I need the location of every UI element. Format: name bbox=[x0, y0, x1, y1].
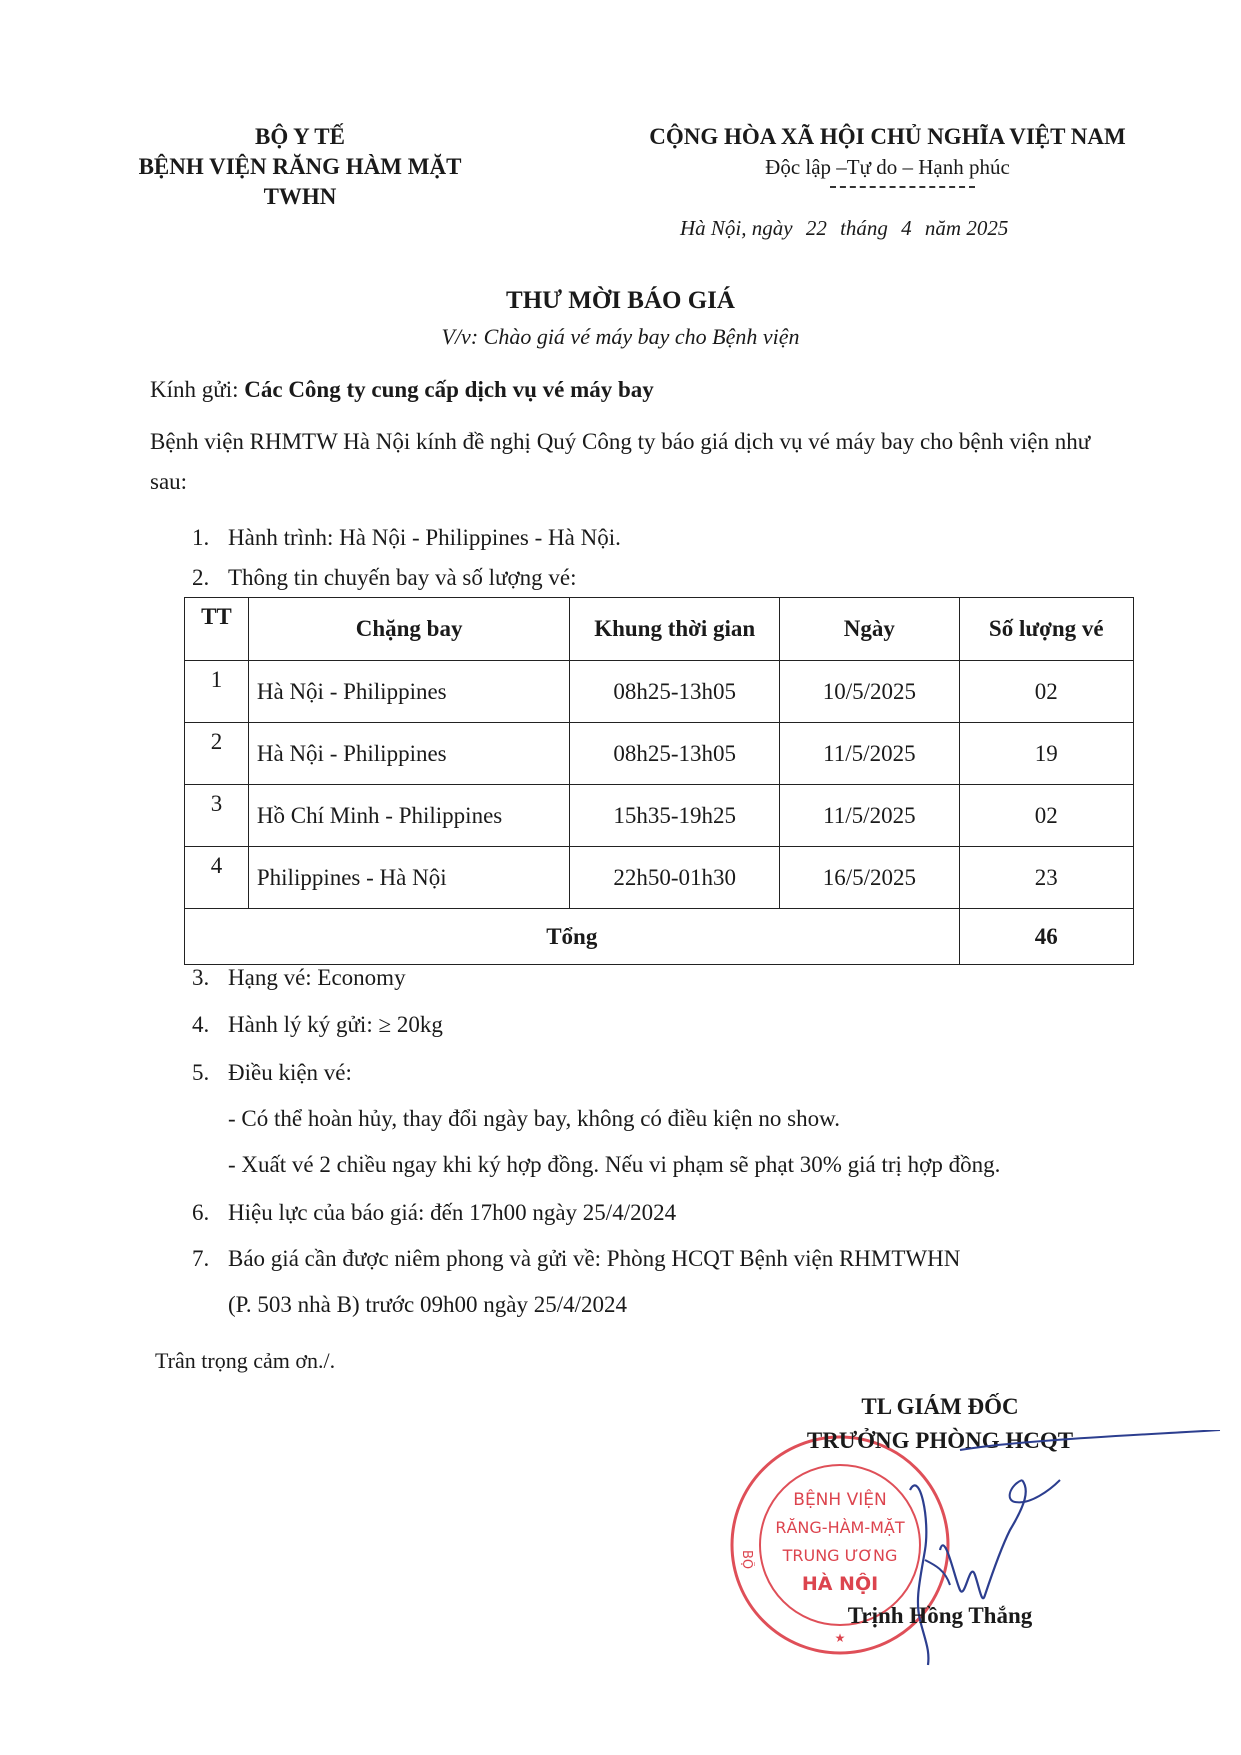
flight-table bbox=[184, 597, 1134, 965]
intro-paragraph: Bệnh viện RHMTW Hà Nội kính đề nghị Quý Công ty báo giá dịch vụ vé máy bay cho bệnh viện như sau: bbox=[150, 429, 1091, 494]
table-header-row bbox=[185, 598, 1134, 661]
list-item-continuation: (P. 503 nhà B) trước 09h00 ngày 25/4/2024 bbox=[228, 1292, 627, 1317]
signature-title-line2: TRƯỞNG PHÒNG HCQT bbox=[806, 1428, 1074, 1453]
date-month-label: tháng bbox=[840, 216, 888, 240]
list-number: 7. bbox=[192, 1246, 210, 1271]
date-day: 22 bbox=[805, 216, 827, 240]
stamp-line-3: TRUNG ƯƠNG bbox=[782, 1546, 898, 1565]
stamp-line-2: RĂNG-HÀM-MẶT bbox=[775, 1518, 905, 1537]
list-text: Hạng vé: Economy bbox=[228, 965, 406, 990]
hospital-name: BỆNH VIỆN RĂNG HÀM MẶT TWHN bbox=[138, 154, 462, 209]
list-item bbox=[192, 525, 621, 551]
list-item bbox=[192, 1012, 443, 1038]
total-label: Tổng bbox=[185, 909, 960, 965]
list-item bbox=[192, 1060, 352, 1086]
list-text: Hành trình: Hà Nội - Philippines - Hà Nội. bbox=[228, 525, 621, 550]
header-divider bbox=[830, 186, 975, 188]
col-header-qty: Số lượng vé bbox=[959, 598, 1133, 661]
table-row bbox=[185, 661, 1134, 723]
col-header-tt: TT bbox=[185, 598, 249, 661]
condition-line: - Có thể hoàn hủy, thay đổi ngày bay, không có điều kiện no show. bbox=[228, 1106, 840, 1131]
total-value: 46 bbox=[959, 909, 1133, 965]
signature-title-line1: TL GIÁM ĐỐC bbox=[861, 1394, 1019, 1419]
greeting-recipient: Các Công ty cung cấp dịch vụ vé máy bay bbox=[244, 377, 654, 402]
cell-date: 10/5/2025 bbox=[780, 661, 959, 723]
cell-time: 22h50-01h30 bbox=[570, 847, 780, 909]
list-item bbox=[192, 1246, 960, 1272]
table-row bbox=[185, 785, 1134, 847]
condition-line: - Xuất vé 2 chiều ngay khi ký hợp đồng. Nếu vi phạm sẽ phạt 30% giá trị hợp đồng. bbox=[228, 1152, 1001, 1177]
stamp-line-1: BỆNH VIỆN bbox=[793, 1490, 887, 1510]
cell-qty: 19 bbox=[959, 723, 1133, 785]
document-title: THƯ MỜI BÁO GIÁ bbox=[506, 287, 735, 314]
list-text: Báo giá cần được niêm phong và gửi về: Phòng HCQT Bệnh viện RHMTWHN bbox=[228, 1246, 961, 1271]
cell-tt: 4 bbox=[185, 847, 249, 909]
ministry-name: BỘ Y TẾ bbox=[255, 124, 345, 149]
cell-tt: 2 bbox=[185, 723, 249, 785]
col-header-date: Ngày bbox=[780, 598, 959, 661]
cell-time: 15h35-19h25 bbox=[570, 785, 780, 847]
list-item bbox=[192, 1200, 676, 1226]
table-row bbox=[185, 847, 1134, 909]
signer-name: Trịnh Hồng Thắng bbox=[847, 1603, 1033, 1628]
handwritten-signature-icon bbox=[760, 1430, 1230, 1680]
greeting bbox=[150, 377, 654, 403]
col-header-time: Khung thời gian bbox=[570, 598, 780, 661]
list-number: 5. bbox=[192, 1060, 210, 1085]
country-name: CỘNG HÒA XÃ HỘI CHỦ NGHĨA VIỆT NAM bbox=[649, 124, 1126, 149]
list-text: Hiệu lực của báo giá: đến 17h00 ngày 25/4/2024 bbox=[228, 1200, 677, 1225]
list-item bbox=[192, 565, 576, 591]
cell-time: 08h25-13h05 bbox=[570, 661, 780, 723]
national-header bbox=[615, 122, 1160, 182]
stamp-side-text: BỘ bbox=[739, 1550, 754, 1570]
col-header-leg: Chặng bay bbox=[248, 598, 569, 661]
list-text: Thông tin chuyến bay và số lượng vé: bbox=[228, 565, 577, 590]
list-item bbox=[192, 965, 406, 991]
cell-date: 16/5/2025 bbox=[780, 847, 959, 909]
list-number: 3. bbox=[192, 965, 210, 990]
cell-qty: 23 bbox=[959, 847, 1133, 909]
date-year: 2025 bbox=[966, 216, 1009, 240]
date-month: 4 bbox=[901, 216, 912, 240]
closing-text: Trân trọng cảm ơn./. bbox=[155, 1348, 336, 1373]
cell-tt: 3 bbox=[185, 785, 249, 847]
svg-text:★: ★ bbox=[834, 1631, 846, 1645]
list-number: 6. bbox=[192, 1200, 210, 1225]
cell-tt: 1 bbox=[185, 661, 249, 723]
list-text: Hành lý ký gửi: ≥ 20kg bbox=[228, 1012, 443, 1037]
cell-leg: Hà Nội - Philippines bbox=[248, 723, 569, 785]
cell-leg: Philippines - Hà Nội bbox=[248, 847, 569, 909]
motto: Độc lập –Tự do – Hạnh phúc bbox=[765, 155, 1010, 179]
list-number: 4. bbox=[192, 1012, 210, 1037]
issuer-block bbox=[110, 122, 490, 212]
table-total-row bbox=[185, 909, 1134, 965]
cell-leg: Hà Nội - Philippines bbox=[248, 661, 569, 723]
cell-qty: 02 bbox=[959, 785, 1133, 847]
document-subject: V/v: Chào giá vé máy bay cho Bệnh viện bbox=[441, 324, 800, 349]
date-prefix: Hà Nội, ngày bbox=[680, 216, 793, 240]
cell-time: 08h25-13h05 bbox=[570, 723, 780, 785]
list-text: Điều kiện vé: bbox=[228, 1060, 352, 1085]
list-number: 1. bbox=[192, 525, 210, 550]
cell-leg: Hồ Chí Minh - Philippines bbox=[248, 785, 569, 847]
cell-date: 11/5/2025 bbox=[780, 785, 959, 847]
list-number: 2. bbox=[192, 565, 210, 590]
cell-qty: 02 bbox=[959, 661, 1133, 723]
document-date bbox=[680, 216, 1180, 241]
date-year-label: năm bbox=[924, 216, 962, 240]
cell-date: 11/5/2025 bbox=[780, 723, 959, 785]
stamp-line-4: HÀ NỘI bbox=[801, 1573, 879, 1595]
greeting-label: Kính gửi: bbox=[150, 377, 239, 402]
table-row bbox=[185, 723, 1134, 785]
